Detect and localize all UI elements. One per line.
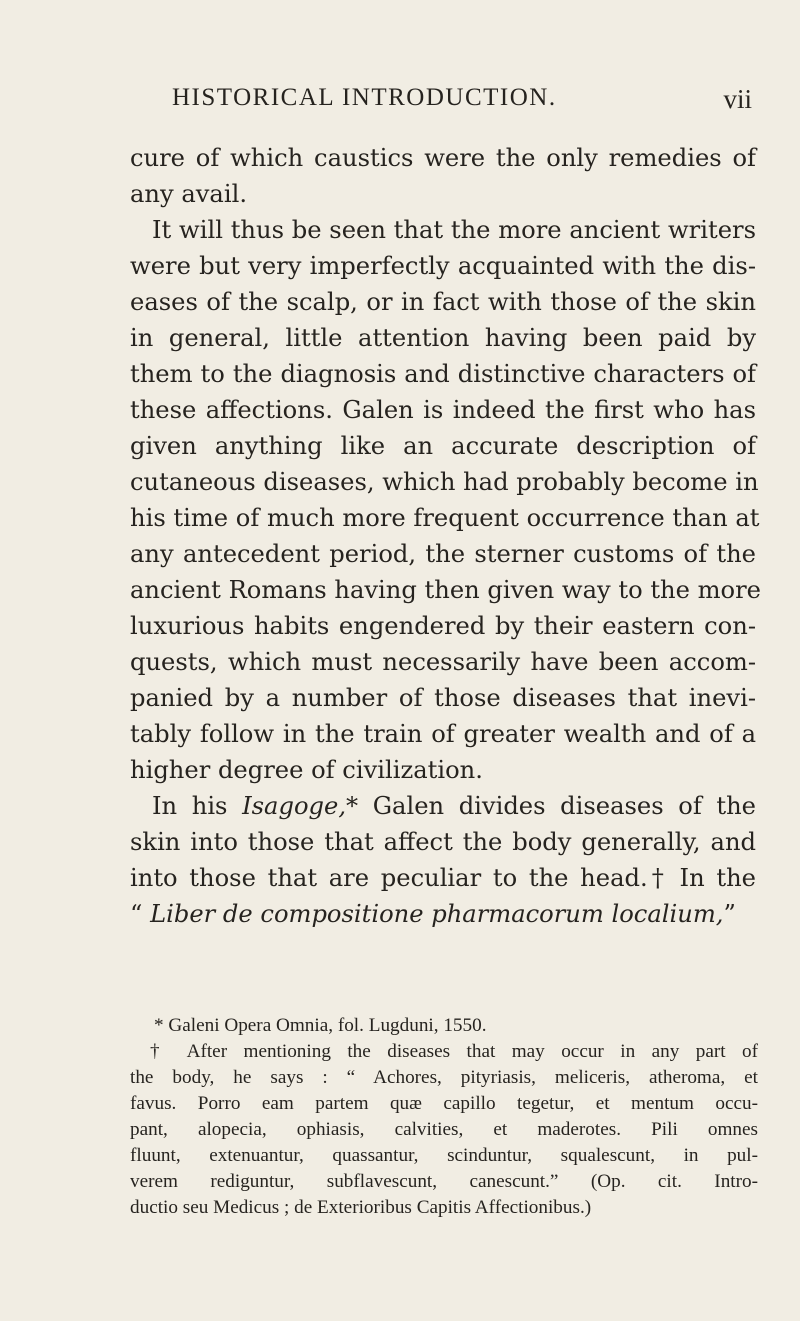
text-line-isagoge [152,788,756,824]
text-line: quests, which must necessarily have been accom- [130,648,756,676]
footnote-line: verem rediguntur, subflavescunt, canescunt.” (Op. cit. Intro- [130,1171,758,1192]
footnote-line: favus. Porro eam partem quæ capillo tegetur, et mentum occu- [130,1093,758,1114]
footnote-line: the body, he says : “ Achores, pityriasis, meliceris, atheroma, et [130,1067,758,1088]
text-fragment: Galen divides diseases of the [358,792,756,820]
text-line: panied by a number of those diseases that inevi- [130,684,756,712]
text-line: tably follow in the train of greater wealth and of a [130,720,756,748]
text-line-liber [130,896,736,932]
text-line: It will thus be seen that the more ancient writers [152,216,756,244]
page-number: vii [723,84,752,114]
text-line: ancient Romans having then given way to the more [130,576,762,604]
text-line: in general, little attention having been paid by [130,324,756,352]
text-line: luxurious habits engendered by their eastern con- [130,612,756,640]
text-fragment: In his [152,792,243,820]
footnote-line: * Galeni Opera Omnia, fol. Lugduni, 1550. [154,1015,487,1036]
text-line: cutaneous diseases, which had probably become in [130,468,759,496]
book-title-liber: Liber de compositione pharmacorum localium, [150,900,724,928]
text-line: were but very imperfectly acquainted with the dis- [130,252,756,280]
text-line: skin into those that affect the body generally, and [130,828,756,856]
text-line: cure of which caustics were the only remedies of [130,144,756,172]
text-line: eases of the scalp, or in fact with those of the skin [130,288,756,316]
text-line: them to the diagnosis and distinctive characters of [130,360,756,388]
footnote-line: † After mentioning the diseases that may occur in any part of [150,1041,758,1062]
footnote-line: ductio seu Medicus ; de Exterioribus Capitis Affectionibus.) [130,1197,592,1218]
text-line: his time of much more frequent occurrence than at [130,504,760,532]
text-line: any avail. [130,180,248,208]
close-quote: ” [723,900,736,928]
running-title: HISTORICAL INTRODUCTION. [172,84,557,111]
text-line: into those that are peculiar to the head.† In the [130,864,756,892]
text-line: any antecedent period, the sterner customs of the [130,540,756,568]
text-line: higher degree of civilization. [130,756,483,784]
book-title-isagoge: Isagoge,* [242,792,359,820]
text-line: given anything like an accurate description of [130,432,756,460]
footnote-line: pant, alopecia, ophiasis, calvities, et maderotes. Pili omnes [130,1119,758,1140]
open-quote: “ [130,900,151,928]
footnote-line: fluunt, extenuantur, quassantur, scinduntur, squalescunt, in pul- [130,1145,758,1166]
running-header [172,84,752,114]
text-line: these affections. Galen is indeed the first who has [130,396,756,424]
